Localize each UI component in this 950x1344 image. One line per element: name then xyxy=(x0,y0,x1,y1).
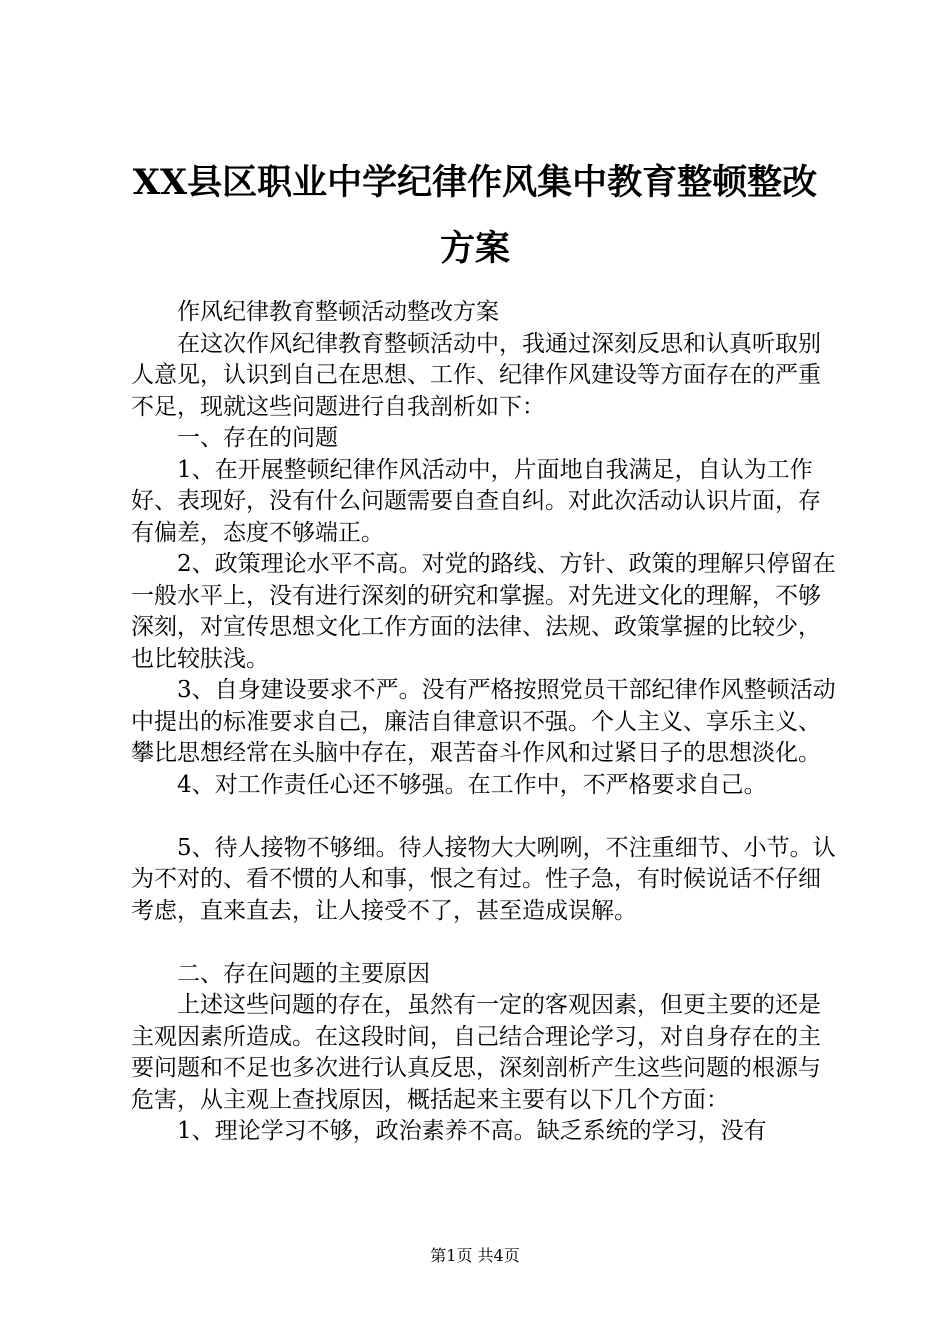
document-title xyxy=(60,150,890,282)
title-line-1: XX县区职业中学纪律作风集中教育整顿整改 xyxy=(132,162,818,203)
section-heading-problems: 一、存在的问题 xyxy=(177,425,338,451)
problem-item-5: 5、待人接物不够细。待人接物大大咧咧，不注重细节、小节。认为不对的、看不惯的人和事，恨之有过。性子急，有时候说话不仔细考虑，直来直去，让人接受不了，甚至造成误解。 xyxy=(131,834,836,924)
cause-item-1: 1、理论学习不够，政治素养不高。缺乏系统的学习，没有 xyxy=(177,1118,767,1144)
document-body xyxy=(131,297,836,1148)
intro-paragraph: 在这次作风纪律教育整顿活动中，我通过深刻反思和认真听取别人意见，认识到自己在思想、工作、纪律作风建设等方面存在的严重不足，现就这些问题进行自我剖析如下： xyxy=(131,330,821,420)
causes-intro-paragraph: 上述这些问题的存在，虽然有一定的客观因素，但更主要的还是主观因素所造成。在这段时间，自己结合理论学习，对自身存在的主要问题和不足也多次进行认真反思，深刻剖析产生这些问题的根源与危害，从主观上查找原因，概括起来主要有以下几个方面： xyxy=(131,992,821,1113)
problem-item-1: 1、在开展整顿纪律作风活动中，片面地自我满足，自认为工作好、表现好，没有什么问题需要自查自纠。对此次活动认识片面，存有偏差，态度不够端正。 xyxy=(131,456,821,546)
problem-item-2: 2、政策理论水平不高。对党的路线、方针、政策的理解只停留在一般水平上，没有进行深刻的研究和掌握。对先进文化的理解，不够深刻，对宣传思想文化工作方面的法律、法规、政策掌握的比较少，也比较肤浅。 xyxy=(131,551,836,672)
page-footer: 第1页 共4页 xyxy=(430,1246,520,1265)
problem-item-4: 4、对工作责任心还不够强。在工作中，不严格要求自己。 xyxy=(177,771,767,798)
section-heading-causes: 二、存在问题的主要原因 xyxy=(177,960,430,987)
problem-item-3: 3、自身建设要求不严。没有严格按照党员干部纪律作风整顿活动中提出的标准要求自己，廉洁自律意识不强。个人主义、享乐主义、攀比思想经常在头脑中存在，艰苦奋斗作风和过紧日子的思想淡化。 xyxy=(131,677,836,766)
subtitle-paragraph: 作风纪律教育整顿活动整改方案 xyxy=(177,299,499,325)
title-line-2: 方案 xyxy=(439,228,510,269)
